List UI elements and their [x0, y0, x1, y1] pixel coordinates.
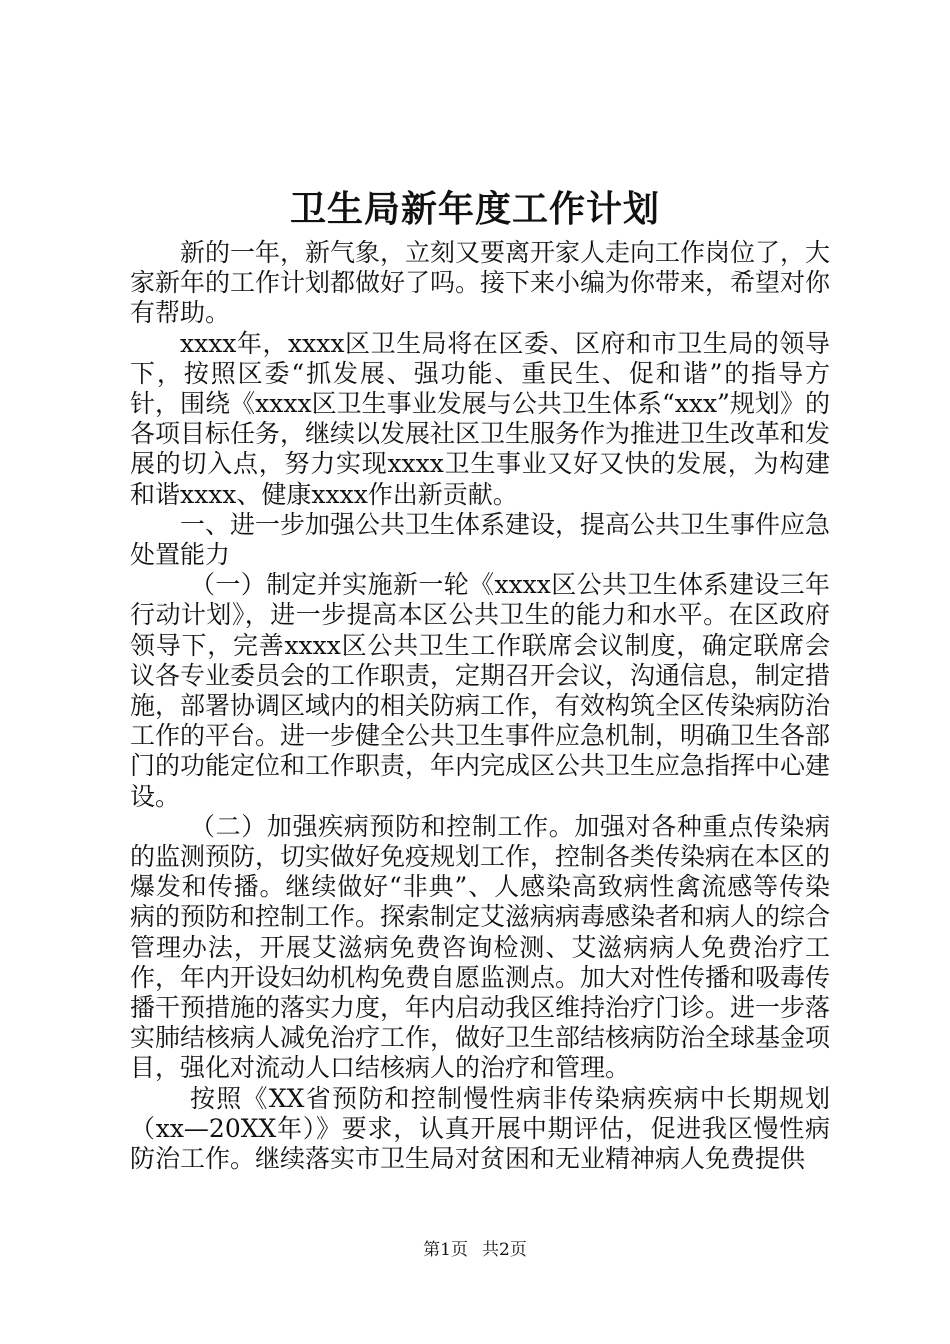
document-body [130, 238, 830, 1174]
page-footer [0, 1238, 950, 1262]
overview-paragraph: xxxx年，xxxx区卫生局将在区委、区府和市卫生局的领导下，按照区委“抓发展、强功能、重民生、促和谐”的指导方针，围绕《xxxx区卫生事业发展与公共卫生体系“xxx”规划》的各项目标任务，继续以发展社区卫生服务作为推进卫生改革和发展的切入点，努力实现xxxx卫生事业又好又快的发展，为构建和谐xxxx、健康xxxx作出新贡献。 [130, 328, 831, 509]
intro-paragraph: 新的一年，新气象，立刻又要离开家人走向工作岗位了，大家新年的工作计划都做好了吗。接下来小编为你带来，希望对你有帮助。 [130, 238, 831, 328]
subsection-paragraph-1: （一）制定并实施新一轮《xxxx区公共卫生体系建设三年行动计划》，进一步提高本区公共卫生的能力和水平。在区政府领导下，完善xxxx区公共卫生工作联席会议制度，确定联席会议各专业委员会的工作职责，定期召开会议，沟通信息，制定措施，部署协调区域内的相关防病工作，有效构筑全区传染病防治工作的平台。进一步健全公共卫生事件应急机制，明确卫生各部门的功能定位和工作职责，年内完成区公共卫生应急指挥中心建设。 [130, 570, 831, 811]
document-title: 卫生局新年度工作计划 [289, 188, 660, 230]
page-total: 共2页 [482, 1240, 527, 1260]
section-heading-1: 一、进一步加强公共卫生体系建设，提高公共卫生事件应急处置能力 [130, 509, 831, 570]
page-number: 第1页 [423, 1240, 468, 1260]
subsection-paragraph-2: （二）加强疾病预防和控制工作。加强对各种重点传染病的监测预防，切实做好免疫规划工作，控制各类传染病在本区的爆发和传播。继续做好“非典”、人感染高致病性禽流感等传染病的预防和控制工作。探索制定艾滋病病毒感染者和病人的综合管理办法，开展艾滋病免费咨询检测、艾滋病病人免费治疗工作，年内开设妇幼机构免费自愿监测点。加大对性传播和吸毒传播干预措施的落实力度，年内启动我区维持治疗门诊。进一步落实肺结核病人减免治疗工作，做好卫生部结核病防治全球基金项目，强化对流动人口结核病人的治疗和管理。 [130, 811, 831, 1083]
chronic-disease-paragraph: 按照《XX省预防和控制慢性病非传染病疾病中长期规划（xx—20XX年）》要求，认真开展中期评估，促进我区慢性病防治工作。继续落实市卫生局对贫困和无业精神病人免费提供 [130, 1083, 830, 1174]
